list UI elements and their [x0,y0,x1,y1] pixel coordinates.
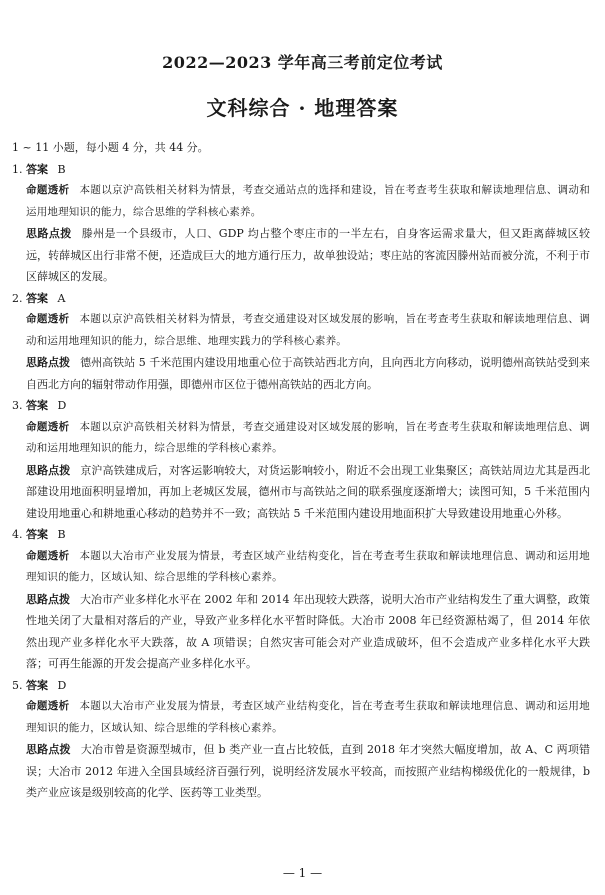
question-1 [12,159,590,288]
answer-line [12,288,590,310]
hint-paragraph [12,589,590,675]
hint-label: 思路点拨 [26,743,71,756]
analysis-paragraph [12,546,590,589]
question-number: 4. [12,528,23,541]
question-number: 1. [12,162,23,176]
answer-value: B [57,162,66,176]
hint-text: 滕州是一个县级市，人口、GDP 均占整个枣庄市的一半左右，自身客运需求量大，但又距离薛城区较远，转薛城区出行非常不便，还造成巨大的地方通行压力，故单独设站；枣庄站的客流因滕州站而被分流，不利于市区薛城区的发展。 [26,227,590,283]
analysis-paragraph [12,417,590,460]
analysis-label: 命题透析 [26,549,70,562]
answer-content [12,137,590,804]
analysis-text: 本题以京沪高铁相关材料为情景，考查交通建设对区域发展的影响，旨在考查考生获取和解读地理信息、调动和运用地理知识的能力，综合思维、地理实践力的学科核心素养。 [26,313,590,347]
analysis-label: 命题透析 [26,420,70,433]
hint-paragraph [12,223,590,288]
hint-label: 思路点拨 [26,356,71,369]
question-number: 2. [12,291,23,305]
hint-label: 思路点拨 [26,592,71,606]
section-intro: 1 ~ 11 小题，每小题 4 分，共 44 分。 [12,141,209,154]
analysis-text: 本题以大冶市产业发展为情景，考查区域产业结构变化，旨在考查考生获取和解读地理信息、调动和运用地理知识的能力，区域认知、综合思维的学科核心素养。 [26,700,590,734]
hint-text: 大冶市产业多样化水平在 2002 年和 2014 年出现较大跌落，说明大冶市产业结构发生了重大调整，政策性地关闭了大量相对落后的产业，导致产业多样化水平暂时降低。大冶市 2008 年已经资源枯竭了，但 2014 年依然出现产业多样化水平大跌落，故 A 项错误；自然灾害可能会对产业造成破坏，但不会造成产业多样化水平大跌落；可再生能源的开发会提高产业多样化水平。 [26,592,591,670]
hint-text: 德州高铁站 5 千米范围内建设用地重心位于高铁站西北方向，且向西北方向移动，说明德州高铁站受到来自西北方向的辐射带动作用强，即德州市区位于德州高铁站的西北方向。 [26,356,591,391]
answer-label: 答案 [26,528,48,541]
page-number: — 1 — [282,866,323,880]
analysis-paragraph [12,696,590,739]
question-number: 3. [12,399,23,412]
hint-paragraph [12,460,590,525]
analysis-text: 本题以京沪高铁相关材料为情景，考查交通站点的选择和建设，旨在考查考生获取和解读地理信息、调动和运用地理知识的能力，综合思维的学科核心素养。 [26,184,590,218]
analysis-text: 本题以大冶市产业发展为情景，考查区域产业结构变化，旨在考查考生获取和解读地理信息、调动和运用地理知识的能力，区域认知、综合思维的学科核心素养。 [26,549,590,583]
answer-label: 答案 [26,678,48,692]
answer-value: D [57,678,67,692]
question-number: 5. [12,678,23,692]
question-2 [12,288,590,396]
analysis-paragraph [12,309,590,352]
answer-line [12,395,590,417]
exam-subtitle: 文科综合 · 地理答案 [206,96,399,120]
analysis-text: 本题以京沪高铁相关材料为情景，考查交通建设对区域发展的影响，旨在考查考生获取和解读地理信息、调动和运用地理知识的能力，综合思维的学科核心素养。 [26,420,590,454]
answer-label: 答案 [26,399,48,412]
analysis-paragraph [12,180,590,223]
answer-value: D [57,399,67,412]
hint-label: 思路点拨 [26,463,71,477]
question-4 [12,524,590,675]
question-5 [12,675,590,804]
answer-line [12,524,590,546]
hint-text: 京沪高铁建成后，对客运影响较大，对货运影响较小，附近不会出现工业集聚区；高铁站周边尤其是西北部建设用地面积明显增加，再加上老城区发展，德州市与高铁站之间的联系强度逐渐增大；读图可知，5 千米范围内建设用地重心和耕地重心移动的趋势并不一致；高铁站 5 千米范围内建设用地面积扩大导致建设用地重心外移。 [26,463,590,520]
answer-label: 答案 [26,162,48,176]
answer-label: 答案 [26,291,48,305]
hint-paragraph [12,739,590,804]
analysis-label: 命题透析 [26,184,70,196]
answer-value: B [57,528,66,541]
analysis-label: 命题透析 [26,700,70,712]
analysis-label: 命题透析 [26,313,70,325]
question-3 [12,395,590,524]
answer-line [12,675,590,697]
hint-label: 思路点拨 [26,227,72,240]
hint-text: 大冶市曾是资源型城市，但 b 类产业一直占比较低，直到 2018 年才突然大幅度增加，故 A、C 两项错误；大冶市 2012 年进入全国县域经济百强行列，说明经济发展水平较高，而按照产业结构梯级优化的一般规律，b 类产业应该是级别较高的化学、医药等工业类型。 [26,743,591,799]
answer-value: A [57,291,66,305]
hint-paragraph [12,352,590,395]
answer-line [12,159,590,181]
exam-title: 2022—2023 学年高三考前定位考试 [162,53,443,72]
